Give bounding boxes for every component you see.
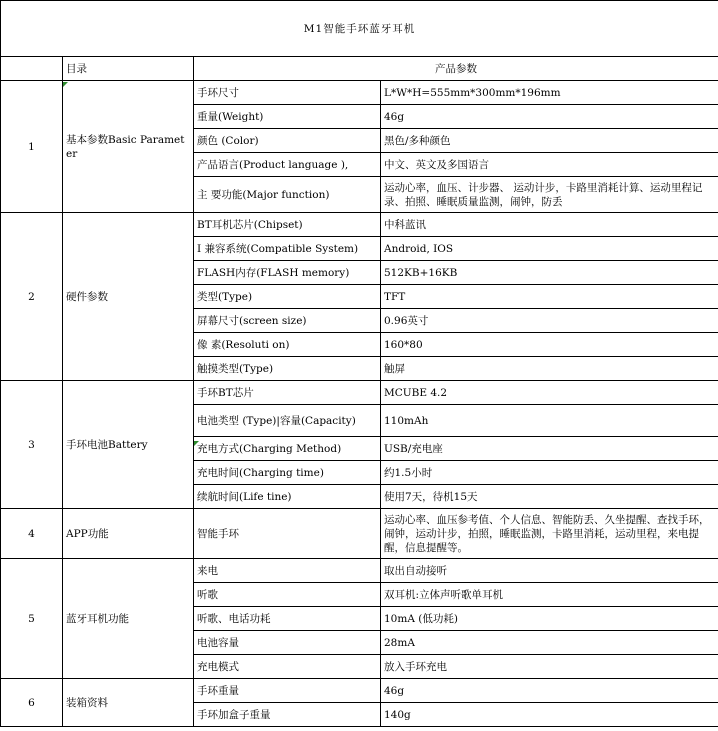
section-name: 装箱资料: [63, 679, 194, 727]
document-title: M1智能手环蓝牙耳机: [1, 1, 718, 57]
param-label: 类型(Type): [194, 285, 381, 309]
header-params: 产品参数: [194, 57, 718, 81]
param-value: 运动心率、血压参考值、个人信息、智能防丢、久坐提醒、查找手环，闹钟，运动计步，拍照，睡眠监测，卡路里消耗，运动里程，来电提醒，信息提醒等。: [381, 509, 718, 559]
section-number: 2: [1, 213, 63, 381]
param-value: Android, IOS: [381, 237, 718, 261]
param-label: 颜色 (Color): [194, 129, 381, 153]
param-label: 听歌: [194, 583, 381, 607]
section-number: 1: [1, 81, 63, 213]
param-value: 运动心率，血压、计步器、 运动计步，卡路里消耗计算、运动里程记录、拍照、睡眠质量监测，闹钟，防丢: [381, 177, 718, 213]
param-label: FLASH内存(FLASH memory): [194, 261, 381, 285]
param-value: MCUBE 4.2: [381, 381, 718, 405]
section-number: 5: [1, 559, 63, 679]
param-value: 0.96英寸: [381, 309, 718, 333]
table-row: [1, 381, 718, 405]
param-label: 触摸类型(Type): [194, 357, 381, 381]
param-label: 屏幕尺寸(screen size): [194, 309, 381, 333]
param-label: 手环BT芯片: [194, 381, 381, 405]
param-value: 约1.5小时: [381, 461, 718, 485]
param-label: BT耳机芯片(Chipset): [194, 213, 381, 237]
param-label: 电池容量: [194, 631, 381, 655]
table-row: [1, 679, 718, 703]
param-value: 512KB+16KB: [381, 261, 718, 285]
section-number: 4: [1, 509, 63, 559]
param-label: 充电时间(Charging time): [194, 461, 381, 485]
param-label: 充电方式(Charging Method): [194, 437, 381, 461]
param-value: 双耳机:立体声听歌单耳机: [381, 583, 718, 607]
param-label: 重量(Weight): [194, 105, 381, 129]
param-value: 触屏: [381, 357, 718, 381]
param-label: 手环尺寸: [194, 81, 381, 105]
param-value: 黑色/多种颜色: [381, 129, 718, 153]
param-value: TFT: [381, 285, 718, 309]
param-label: 来电: [194, 559, 381, 583]
param-value: 46g: [381, 105, 718, 129]
param-label: 充电模式: [194, 655, 381, 679]
param-label: 听歌、电话功耗: [194, 607, 381, 631]
param-label: 电池类型 (Type)|容量(Capacity): [194, 405, 381, 437]
section-number: 6: [1, 679, 63, 727]
param-label: 智能手环: [194, 509, 381, 559]
param-value: 160*80: [381, 333, 718, 357]
param-value: 28mA: [381, 631, 718, 655]
header-catalog: 目录: [63, 57, 194, 81]
param-value: 放入手环充电: [381, 655, 718, 679]
section-number: 3: [1, 381, 63, 509]
param-value: 110mAh: [381, 405, 718, 437]
cell-comment-marker: [63, 82, 68, 87]
table-row: [1, 213, 718, 237]
section-name: 基本参数Basic Parameter: [63, 81, 194, 213]
table-row: [1, 509, 718, 559]
param-value: 使用7天，待机15天: [381, 485, 718, 509]
param-value: 中文、英文及多国语言: [381, 153, 718, 177]
param-label: 产品语言(Product language ),: [194, 153, 381, 177]
section-name: APP功能: [63, 509, 194, 559]
table-row: [1, 559, 718, 583]
param-value: 140g: [381, 703, 718, 727]
param-value: L*W*H=555mm*300mm*196mm: [381, 81, 718, 105]
param-label: I 兼容系统(Compatible System): [194, 237, 381, 261]
section-name: 手环电池Battery: [63, 381, 194, 509]
param-value: 中科蓝讯: [381, 213, 718, 237]
param-value: 取出自动接听: [381, 559, 718, 583]
section-name: 硬件参数: [63, 213, 194, 381]
param-value: 46g: [381, 679, 718, 703]
param-value: USB/充电座: [381, 437, 718, 461]
param-label: 续航时间(Life tine): [194, 485, 381, 509]
section-name: 蓝牙耳机功能: [63, 559, 194, 679]
param-label: 手环加盒子重量: [194, 703, 381, 727]
cell-comment-marker: [194, 441, 199, 446]
param-value: 10mA (低功耗): [381, 607, 718, 631]
header-number-cell: [1, 57, 63, 81]
param-label: 主 要功能(Major function): [194, 177, 381, 213]
table-row: [1, 81, 718, 105]
param-label: 像 素(Resoluti on): [194, 333, 381, 357]
param-label: 手环重量: [194, 679, 381, 703]
